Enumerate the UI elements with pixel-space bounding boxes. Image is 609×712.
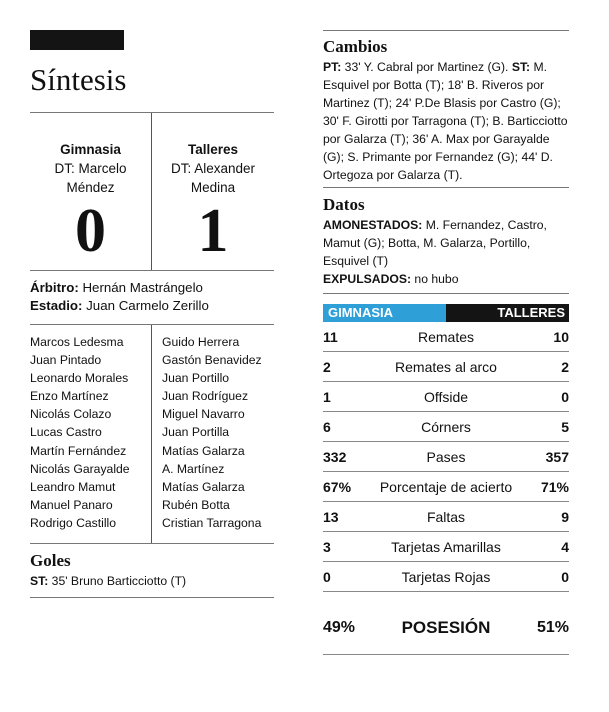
second-half-subs: M. Esquivel por Botta (T); 18' B. Riveros por Martinez (T); 24' P.De Blasis por Castro (G); 30' F. Girotti por Tarragona (T); B. Barticciotto por Galarza (T); 36' A. Max por Garayalde (G); S. Primante por Fernandez (G); 44' D. Ortegoza por Galarza (T). [323,60,568,182]
stat-row [323,382,569,412]
stadium-line [30,297,274,315]
data-section [323,188,569,293]
lineup-player: Leandro Mamut [30,479,116,494]
expulsions-label: EXPULSADOS: [323,272,412,286]
cautions-text [323,216,569,270]
lineup-player: Manuel Panaro [30,497,113,512]
stat-away-value: 71% [540,478,569,495]
away-coach-line2: Medina [190,180,236,195]
lineup-player: Gastón Benavidez [162,353,262,368]
stat-away-value: 4 [561,538,569,555]
stat-home-value: 67% [323,478,352,495]
home-goals: 0 [75,197,106,265]
expulsions-detail: no hubo [411,272,459,286]
stat-row [323,322,569,352]
divider [323,293,569,294]
expulsions-text [323,270,569,288]
stat-row [323,502,569,532]
first-half-subs: 33' Y. Cabral por Martinez (G). [341,60,512,74]
lineup-player: Juan Pintado [30,353,102,368]
stat-home-value: 332 [323,448,347,465]
stat-row [323,442,569,472]
stat-label: Remates al arco [395,358,497,375]
substitutions-text [323,58,569,184]
lineup-player: Rodrigo Castillo [30,515,117,530]
substitutions-title: Cambios [323,37,388,56]
lineup-player: Rubén Botta [162,497,230,512]
possession-label: POSESIÓN [401,617,491,637]
lineup-player: Nicolás Colazo [30,407,112,422]
lineup-player: Guido Herrera [162,335,240,349]
stat-label: Tarjetas Amarillas [391,538,501,555]
second-half-label: ST: [511,60,531,74]
lineup-player: Cristian Tarragona [162,515,262,530]
summary-left-column [30,30,274,598]
away-team-name: Talleres [187,142,239,157]
stat-away-value: 2 [561,358,569,375]
stat-home-value: 6 [323,418,331,435]
referee-label: Árbitro: [30,280,79,295]
goals-section [30,544,274,597]
lineup-player: Juan Portilla [162,425,230,440]
lineup-player: Enzo Martínez [30,389,109,404]
stat-home-value: 13 [323,508,339,525]
stat-away-value: 0 [561,568,569,585]
lineup-player: A. Martínez [162,461,225,476]
stats-header [323,304,569,322]
away-coach-line1: DT: Alexander [170,161,256,176]
away-team-block [152,113,274,270]
home-team-block [30,113,152,270]
scoreboard [30,113,274,270]
lineup-player: Miguel Navarro [162,407,245,422]
stats-table [323,322,569,592]
goals-title: Goles [30,551,71,570]
stat-row [323,562,569,592]
cautions-label: AMONESTADOS: [323,218,423,232]
referee-name: Hernán Mastrángelo [78,280,203,295]
stat-home-value: 2 [323,358,331,375]
stat-away-value: 5 [561,418,569,435]
stat-home-value: 0 [323,568,331,585]
stat-away-value: 0 [561,388,569,405]
home-team-name: Gimnasia [60,142,121,157]
lineup-player: Leonardo Morales [30,371,129,386]
stat-label: Faltas [426,508,466,525]
data-title: Datos [323,195,365,214]
lineup-player: Nicolás Garayalde [30,461,130,476]
stat-row [323,352,569,382]
goals-text [30,572,274,590]
lineup-player: Martín Fernández [30,443,127,458]
away-goals: 1 [197,197,229,265]
lineup-player: Matías Galarza [162,443,245,458]
lineup-player: Lucas Castro [30,425,102,440]
stat-label: Córners [421,418,471,435]
stat-label: Pases [426,448,466,465]
stadium-label: Estadio: [30,298,83,313]
stat-away-value: 357 [545,448,569,465]
first-half-label: PT: [323,60,342,74]
possession-away: 51% [536,618,569,636]
lineup-player: Juan Portillo [162,371,230,386]
stat-away-value: 9 [561,508,569,525]
goals-detail: 35' Bruno Barticciotto (T) [48,574,187,588]
stats-home-label: GIMNASIA [323,304,446,322]
lineup-player: Marcos Ledesma [30,335,124,349]
stat-row [323,412,569,442]
summary-right-column [323,30,569,655]
stat-label: Tarjetas Rojas [401,568,491,585]
divider [30,597,274,598]
stat-away-value: 10 [553,328,569,345]
stadium-name: Juan Carmelo Zerillo [82,298,209,313]
goals-period-label: ST: [30,574,49,588]
away-lineup [152,325,274,543]
possession-home: 49% [323,618,356,636]
lineup-player: Matías Galarza [162,479,245,494]
stat-home-value: 3 [323,538,331,555]
home-coach-line2: Méndez [66,180,115,195]
stat-label: Porcentaje de acierto [379,478,513,495]
stat-label: Offside [423,388,469,405]
home-coach-line1: DT: Marcelo [54,161,127,176]
stat-row [323,532,569,562]
page-title: Síntesis [30,62,127,97]
stat-home-value: 11 [323,328,338,345]
possession-row [323,601,569,655]
substitutions-section [323,31,569,187]
officials [30,271,274,324]
section-marker-bar [30,30,124,50]
stat-row [323,472,569,502]
stat-home-value: 1 [323,388,331,405]
lineups [30,325,274,543]
lineup-player: Juan Rodríguez [162,389,249,404]
cautions-detail: M. Fernandez, Castro, Mamut (G); Botta, M. Galarza, Portillo, Esquivel (T) [323,218,547,268]
home-lineup [30,325,152,543]
referee-line [30,279,274,297]
stats-away-label: TALLERES [446,304,569,322]
stat-label: Remates [417,328,475,345]
